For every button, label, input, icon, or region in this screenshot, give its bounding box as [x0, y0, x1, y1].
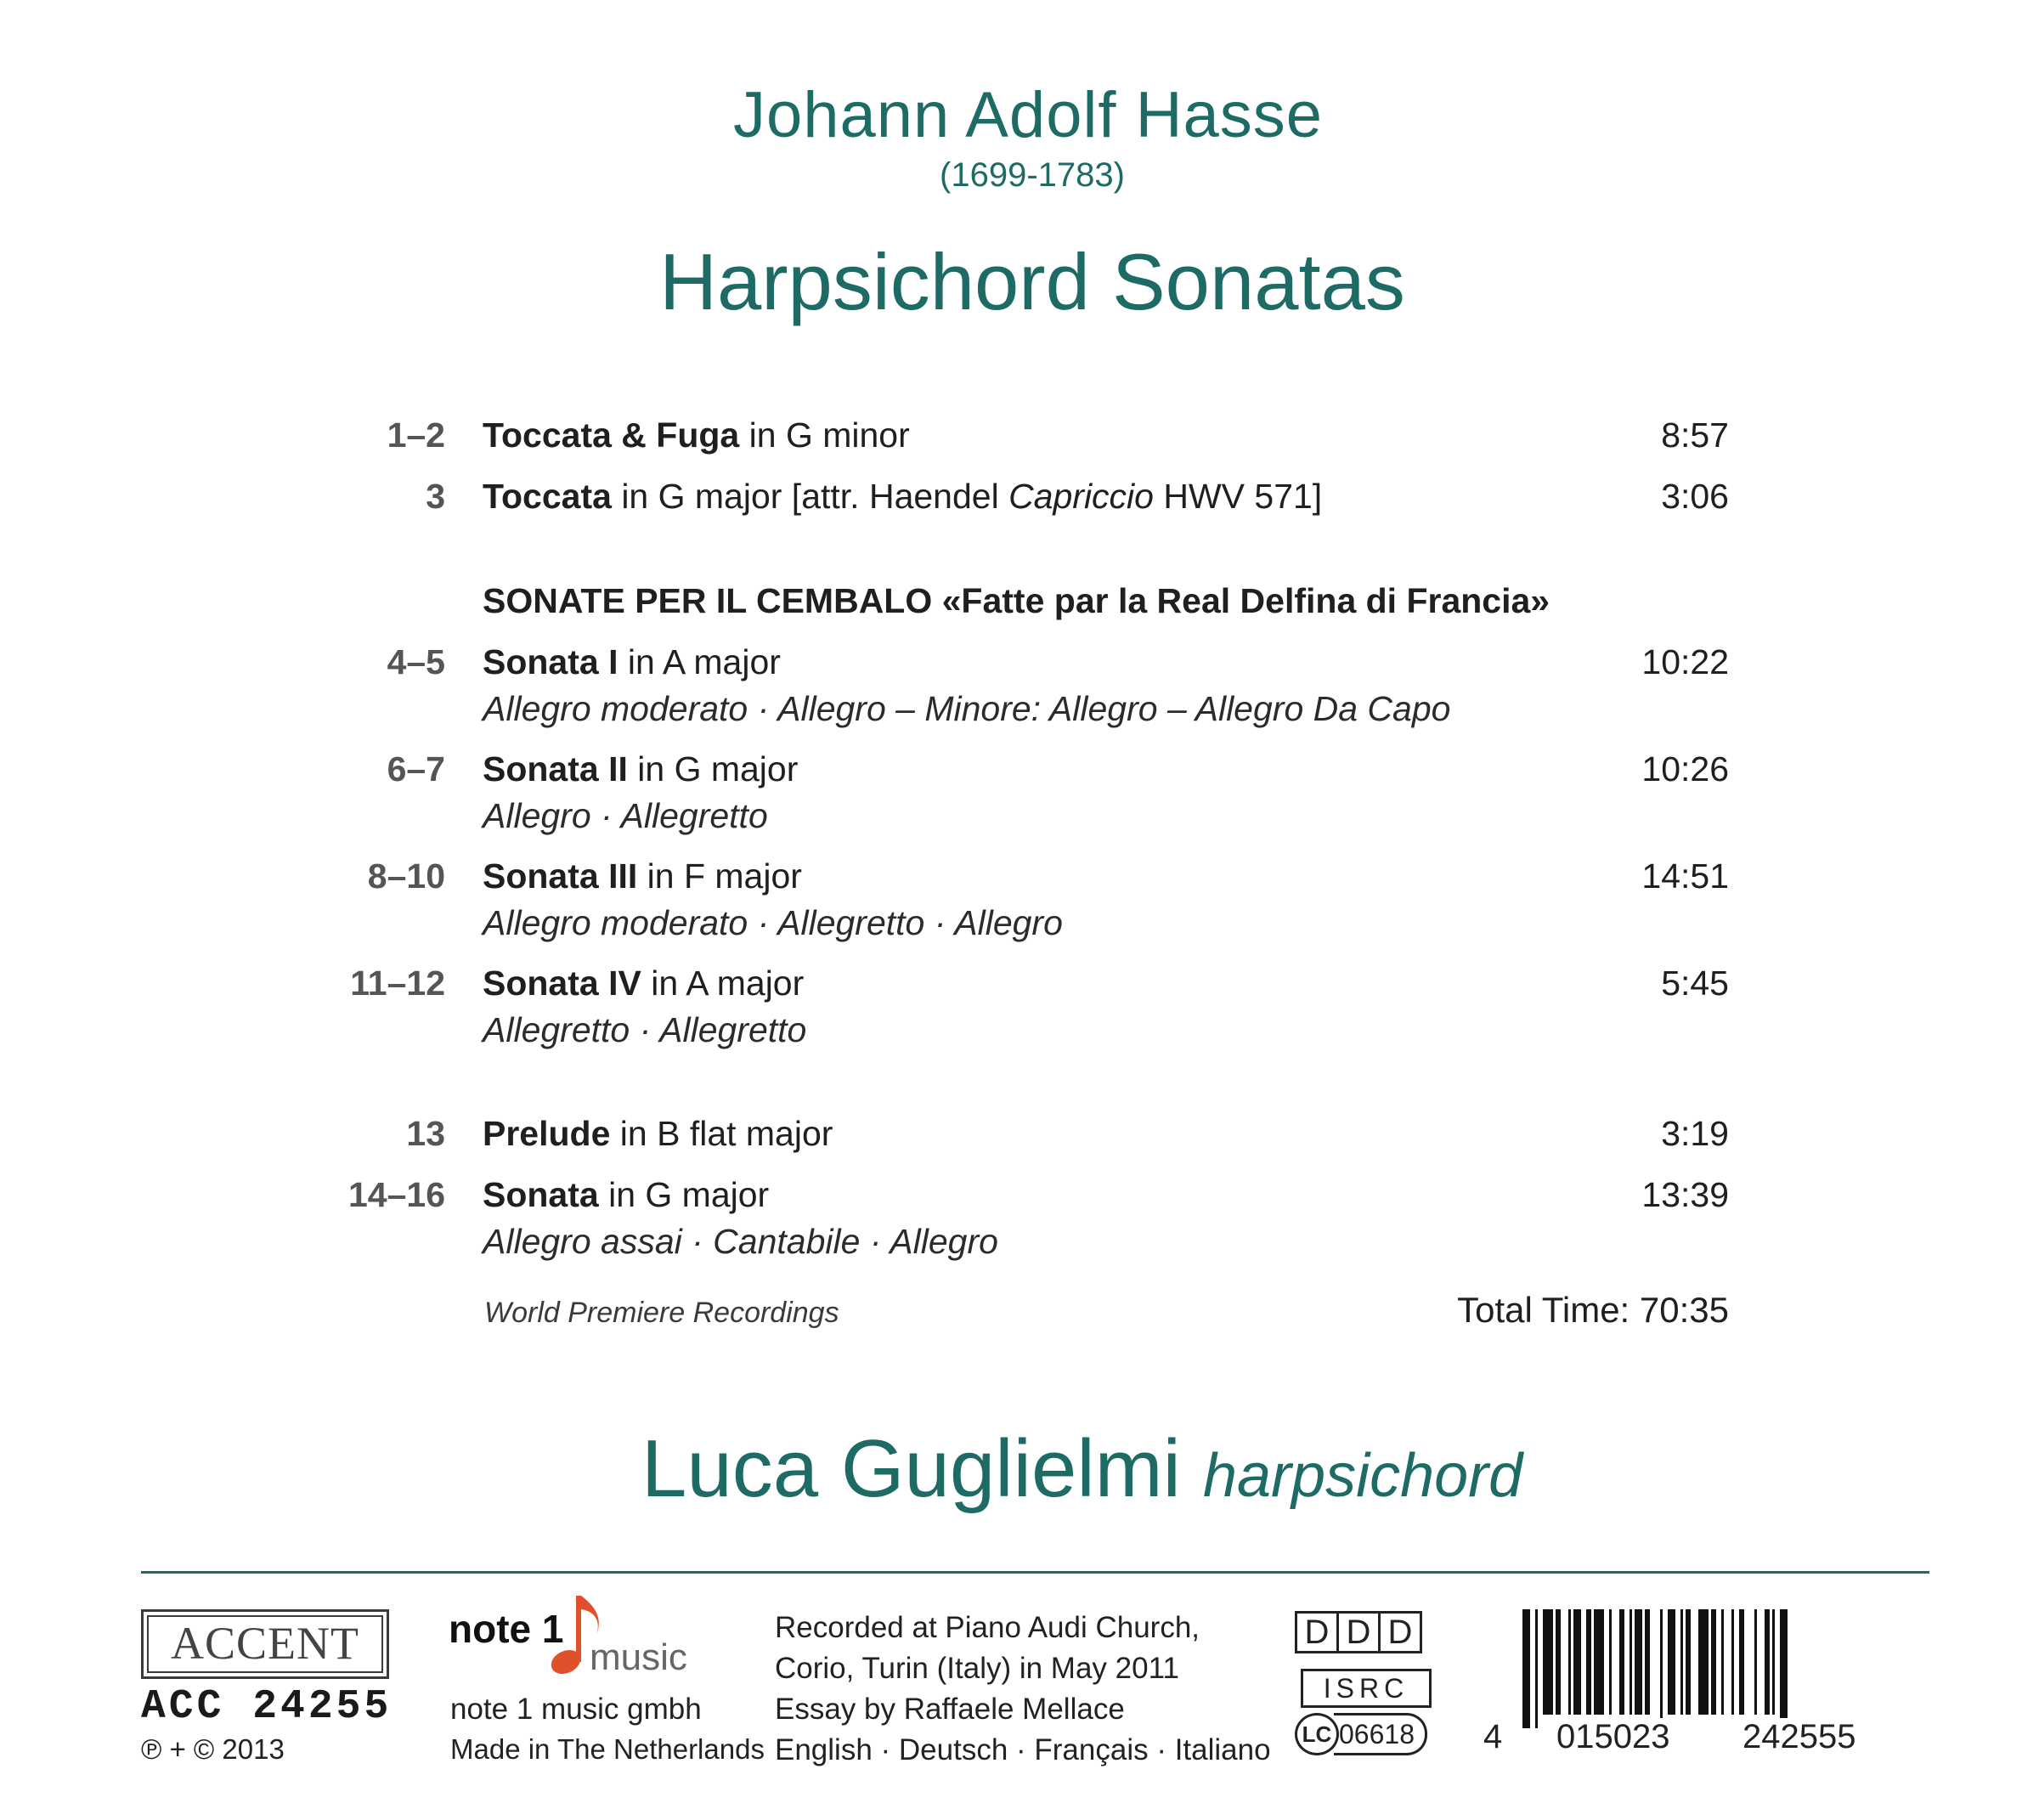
- track-title: Sonata IV in A major: [483, 964, 805, 1003]
- label-code-badge: [1295, 1713, 1427, 1755]
- track-number: 14–16: [347, 1175, 445, 1214]
- track-duration: 3:06: [1661, 477, 1729, 516]
- track-number: 13: [406, 1114, 445, 1153]
- ddd-letter: D: [1295, 1611, 1339, 1653]
- track-title: Sonata I in A major: [483, 642, 781, 681]
- languages: English · Deutsch · Français · Italiano: [775, 1733, 1271, 1766]
- catalog-number: ACC 24255: [141, 1684, 393, 1730]
- logo-word-note: note 1: [449, 1607, 564, 1651]
- performer-name: Luca Guglielmi: [641, 1423, 1181, 1514]
- track-title: Sonata in G major: [483, 1175, 770, 1214]
- barcode-digits: 242555: [1737, 1718, 1861, 1756]
- track-number: 1–2: [387, 415, 445, 455]
- barcode: [1478, 1609, 1929, 1762]
- composer-name: Johann Adolf Hasse: [732, 79, 1324, 151]
- lc-mark: LC: [1295, 1713, 1339, 1755]
- track-title: Sonata II in G major: [483, 749, 799, 788]
- divider: [141, 1571, 1929, 1574]
- track-duration: 10:22: [1641, 642, 1729, 681]
- total-time: Total Time: 70:35: [1457, 1290, 1729, 1330]
- logo-word-music: music: [590, 1636, 687, 1678]
- track-movements: Allegro moderato · Allegretto · Allegro: [483, 903, 1063, 942]
- track-title: Sonata III in F major: [483, 856, 802, 896]
- track-title: Toccata & Fuga in G minor: [483, 415, 910, 455]
- track-duration: 14:51: [1641, 856, 1729, 896]
- track-number: 11–12: [350, 964, 445, 1003]
- ddd-letter: D: [1336, 1611, 1381, 1653]
- performer-instrument: harpsichord: [1202, 1442, 1523, 1510]
- barcode-digits: 015023: [1551, 1718, 1675, 1756]
- track-movements: Allegro moderato · Allegro – Minore: Allegro – Allegro Da Capo: [483, 689, 1451, 728]
- copyright: ℗ + © 2013: [141, 1733, 285, 1765]
- album-title: Harpsichord Sonatas: [659, 237, 1405, 326]
- track-movements: Allegro · Allegretto: [483, 796, 768, 835]
- track-number: 6–7: [387, 749, 445, 788]
- track-movements: Allegro assai · Cantabile · Allegro: [483, 1222, 998, 1261]
- track-number: 3: [426, 477, 445, 516]
- track-duration: 8:57: [1661, 415, 1729, 455]
- track-row: [0, 1110, 2039, 1157]
- recording-line: Recorded at Piano Audi Church,: [775, 1611, 1200, 1644]
- track-title: Toccata in G major [attr. Haendel Capriccio HWV 571]: [483, 477, 1323, 516]
- track-duration: 10:26: [1641, 749, 1729, 788]
- ddd-badge: [1295, 1611, 1420, 1653]
- accent-logo: [141, 1609, 389, 1679]
- barcode-digits: 4: [1478, 1718, 1507, 1756]
- track-title: Prelude in B flat major: [483, 1114, 833, 1153]
- accent-logo-text: ACCENT: [147, 1615, 383, 1673]
- performer: [641, 1422, 1522, 1516]
- track-duration: 3:19: [1661, 1114, 1729, 1153]
- isrc-badge: ISRC: [1301, 1669, 1432, 1708]
- track-row: [0, 411, 2039, 459]
- track-movements: Allegretto · Allegretto: [483, 1010, 807, 1049]
- track-row: [0, 959, 2039, 1007]
- ddd-letter: D: [1378, 1611, 1422, 1653]
- track-row: [0, 472, 2039, 520]
- barcode-icon: [1478, 1609, 1929, 1728]
- track-duration: 13:39: [1641, 1175, 1729, 1214]
- distributor-name: note 1 music gmbh: [450, 1693, 702, 1726]
- section-heading: SONATE PER IL CEMBALO «Fatte par la Real Delfina di Francia»: [483, 581, 1550, 620]
- premiere-note: World Premiere Recordings: [484, 1297, 839, 1329]
- track-row: [0, 638, 2039, 686]
- composer-dates: (1699-1783): [940, 156, 1125, 194]
- track-row: [0, 852, 2039, 900]
- lc-number: 06618: [1334, 1713, 1427, 1755]
- track-row: [0, 1171, 2039, 1218]
- track-duration: 5:45: [1661, 964, 1729, 1003]
- recording-line: Corio, Turin (Italy) in May 2011: [775, 1652, 1179, 1685]
- track-number: 8–10: [367, 856, 445, 896]
- track-row: [0, 745, 2039, 793]
- essay-credit: Essay by Raffaele Mellace: [775, 1693, 1125, 1726]
- made-in: Made in The Netherlands: [450, 1733, 765, 1765]
- note1-music-logo: [449, 1587, 729, 1681]
- track-number: 4–5: [387, 642, 445, 681]
